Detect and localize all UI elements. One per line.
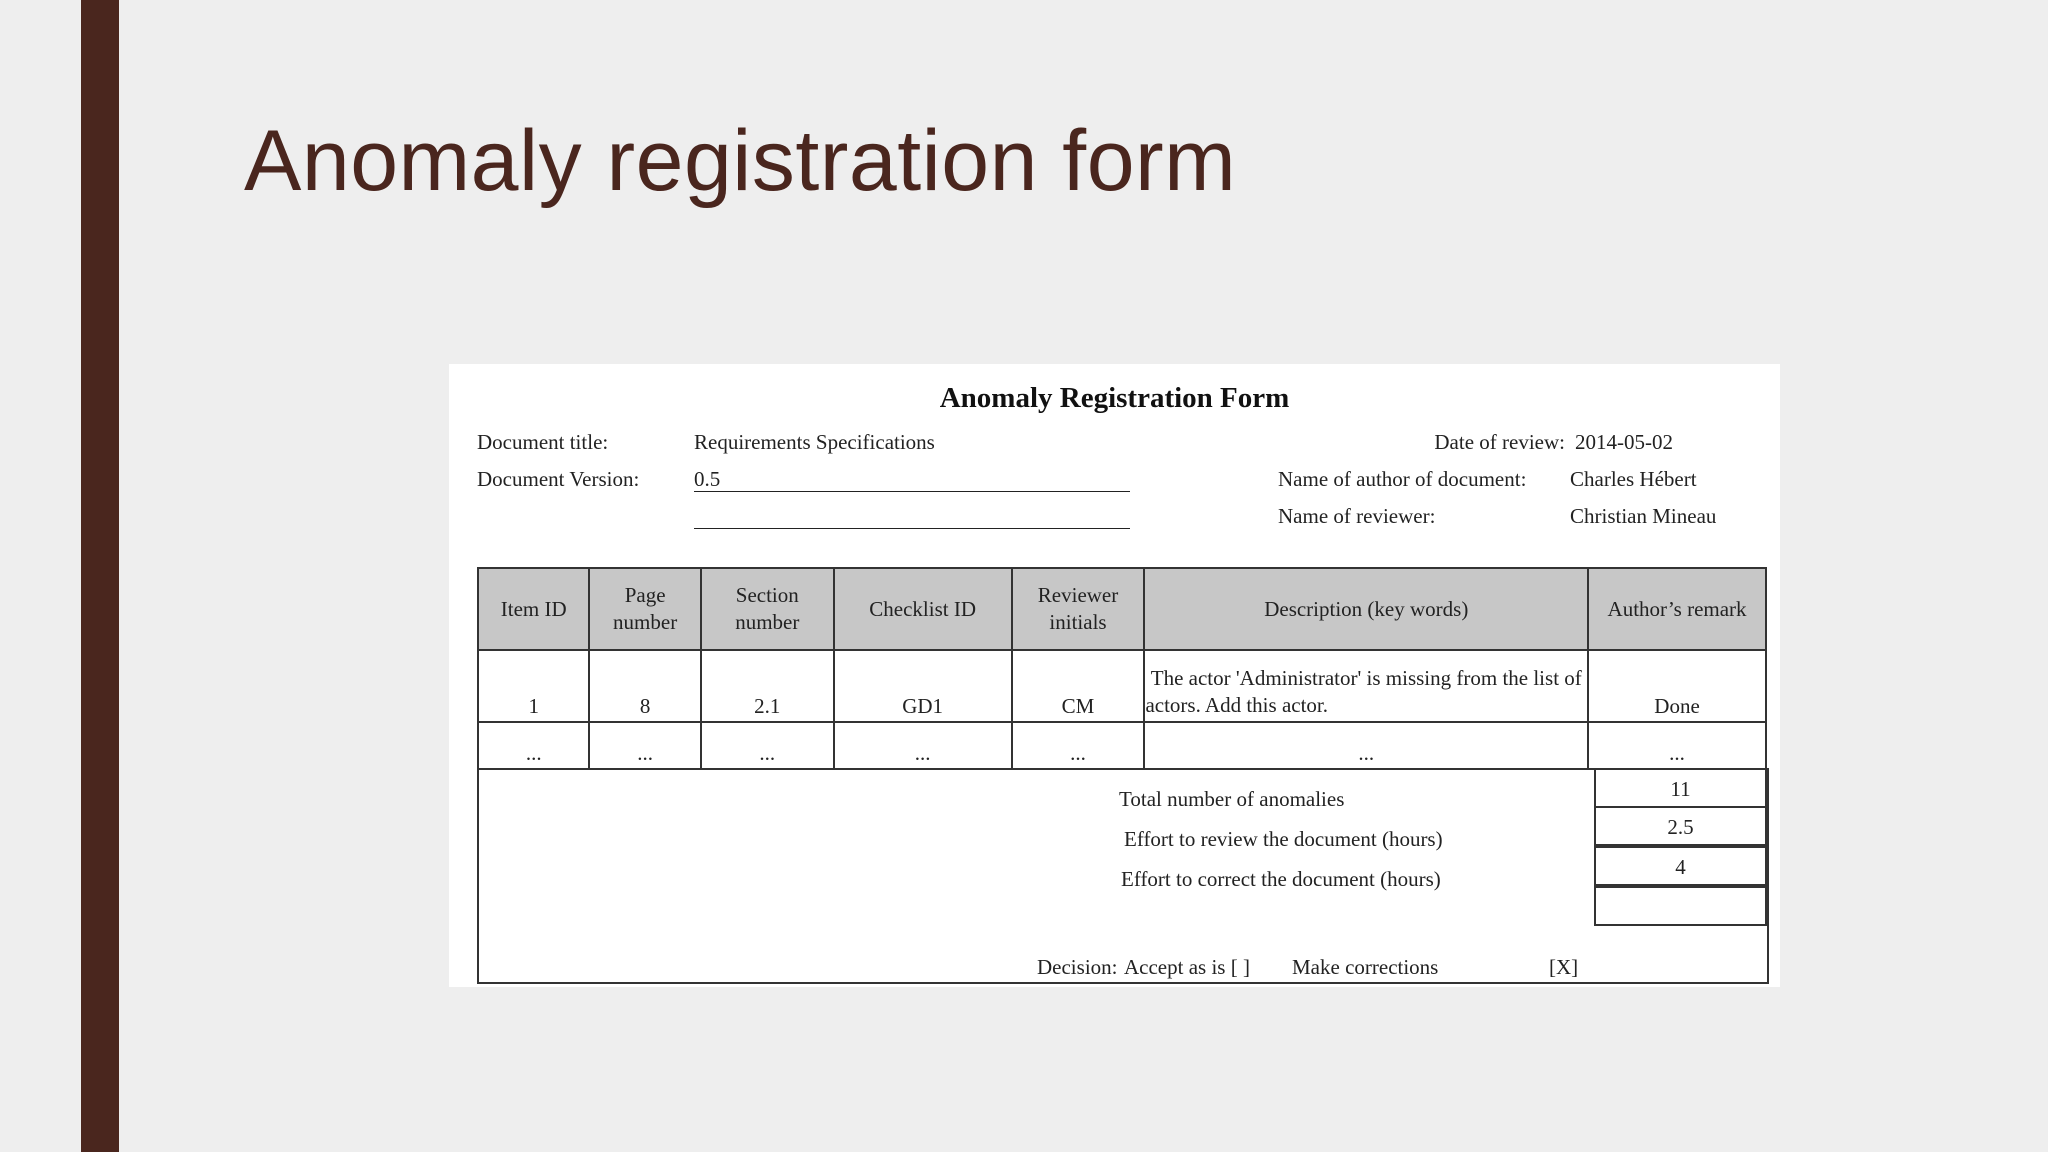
header-page-number xyxy=(589,568,700,650)
header-authors-remark: Author’s remark xyxy=(1588,568,1766,650)
effort-correct-value: 4 xyxy=(1594,846,1767,886)
header-section-number-text: Section number xyxy=(735,583,800,634)
date-of-review-label: Date of review: xyxy=(1434,430,1565,454)
effort-review-value: 2.5 xyxy=(1594,806,1767,846)
form-title: Anomaly Registration Form xyxy=(939,382,1290,414)
author-label: Name of author of document: xyxy=(1278,467,1527,491)
header-reviewer-initials-text: Reviewer initials xyxy=(1037,583,1119,634)
document-title-value: Requirements Specifications xyxy=(694,430,935,454)
summary-box xyxy=(477,768,1769,984)
table-row xyxy=(478,650,1766,722)
anomaly-table xyxy=(477,567,1767,770)
cell-page-number: 8 xyxy=(589,650,700,722)
cell-section-number: ... xyxy=(701,722,834,769)
cell-authors-remark: ... xyxy=(1588,722,1766,769)
effort-review-label: Effort to review the document (hours) xyxy=(1124,827,1443,851)
document-title-label: Document title: xyxy=(477,430,609,454)
decision-corrections-option: Make corrections xyxy=(1292,955,1439,979)
document-version-value: 0.5 xyxy=(694,467,721,491)
header-reviewer-initials xyxy=(1012,568,1145,650)
author-value: Charles Hébert xyxy=(1570,467,1697,491)
reviewer-label: Name of reviewer: xyxy=(1278,504,1436,528)
header-description: Description (key words) xyxy=(1144,568,1588,650)
reviewer-value: Christian Mineau xyxy=(1570,504,1717,528)
cell-page-number: ... xyxy=(589,722,700,769)
cell-authors-remark: Done xyxy=(1588,650,1766,722)
table-header-row xyxy=(478,568,1766,650)
sidebar-accent-bar xyxy=(81,0,119,1152)
version-underline xyxy=(694,491,1130,492)
cell-checklist-id: GD1 xyxy=(834,650,1012,722)
effort-correct-label: Effort to correct the document (hours) xyxy=(1121,867,1441,891)
decision-corrections-mark: [X] xyxy=(1549,955,1579,979)
cell-checklist-id: ... xyxy=(834,722,1012,769)
cell-item-id: ... xyxy=(478,722,589,769)
decision-accept-option: Accept as is [ ] xyxy=(1124,955,1250,979)
date-of-review-value: 2014-05-02 xyxy=(1575,430,1673,454)
blank-summary-cell xyxy=(1594,886,1767,926)
header-item-id: Item ID xyxy=(478,568,589,650)
anomaly-form-image xyxy=(449,364,1780,987)
document-version-label: Document Version: xyxy=(477,467,640,491)
cell-item-id: 1 xyxy=(478,650,589,722)
header-page-number-text: Page number xyxy=(613,583,678,634)
decision-label: Decision: xyxy=(1037,955,1118,979)
cell-reviewer-initials: CM xyxy=(1012,650,1145,722)
cell-description: ... xyxy=(1144,722,1588,769)
total-anomalies-value: 11 xyxy=(1594,768,1767,808)
total-anomalies-label: Total number of anomalies xyxy=(1119,787,1345,811)
cell-description: The actor 'Administrator' is missing from the list of actors. Add this actor. xyxy=(1144,650,1588,722)
blank-underline xyxy=(694,528,1130,529)
header-checklist-id: Checklist ID xyxy=(834,568,1012,650)
cell-reviewer-initials: ... xyxy=(1012,722,1145,769)
table-row xyxy=(478,722,1766,769)
cell-section-number: 2.1 xyxy=(701,650,834,722)
slide-title: Anomaly registration form xyxy=(244,113,1237,209)
header-section-number xyxy=(701,568,834,650)
